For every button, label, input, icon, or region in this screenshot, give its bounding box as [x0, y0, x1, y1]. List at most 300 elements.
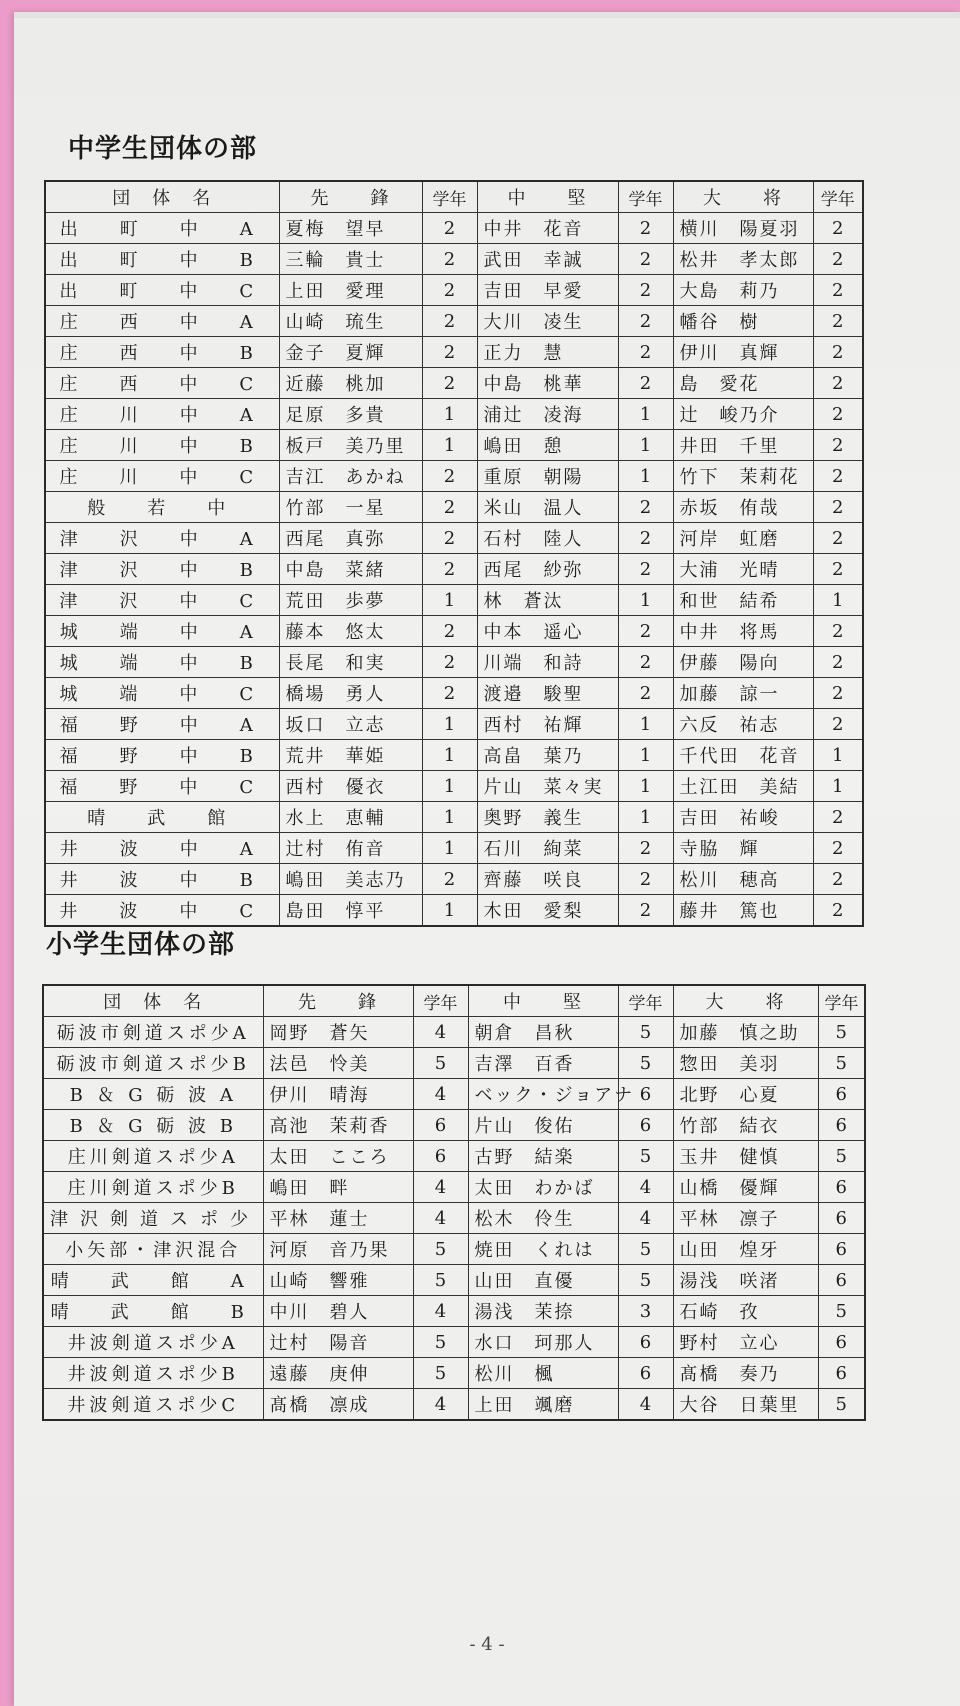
team-name-cell: B ＆ G 砺 波 B — [43, 1110, 263, 1141]
player-name-cell: 高畠 葉乃 — [477, 740, 618, 771]
grade-cell: 2 — [618, 895, 673, 927]
grade-cell: 6 — [818, 1203, 865, 1234]
grade-cell: 2 — [618, 554, 673, 585]
team-name-cell: 井 波 中 B — [45, 864, 279, 895]
grade-cell: 6 — [618, 1327, 673, 1358]
grade-cell: 1 — [618, 585, 673, 616]
grade-cell: 2 — [813, 523, 863, 554]
header-position: 先 鋒 — [263, 985, 413, 1017]
grade-cell: 1 — [813, 771, 863, 802]
player-name-cell: 中本 遥心 — [477, 616, 618, 647]
player-name-cell: 荒井 華姫 — [279, 740, 422, 771]
jhs-section-title: 中学生団体の部 — [68, 134, 258, 164]
player-name-cell: 片山 菜々実 — [477, 771, 618, 802]
grade-cell: 2 — [813, 275, 863, 306]
grade-cell: 5 — [618, 1141, 673, 1172]
grade-cell: 2 — [422, 368, 477, 399]
team-name-cell: 津沢剣道スポ少 — [43, 1203, 263, 1234]
player-name-cell: 湯浅 咲渚 — [673, 1265, 818, 1296]
grade-cell: 2 — [813, 430, 863, 461]
team-name-cell: 晴 武 館 — [45, 802, 279, 833]
player-name-cell: 坂口 立志 — [279, 709, 422, 740]
grade-cell: 2 — [813, 864, 863, 895]
grade-cell: 1 — [422, 709, 477, 740]
team-name-cell: 庄川剣道スポ少B — [43, 1172, 263, 1203]
player-name-cell: 浦辻 凌海 — [477, 399, 618, 430]
grade-cell: 6 — [818, 1265, 865, 1296]
grade-cell: 6 — [818, 1327, 865, 1358]
table-row — [45, 647, 863, 678]
team-name-cell: 井 波 中 C — [45, 895, 279, 927]
team-name-cell: 晴 武 館 A — [43, 1265, 263, 1296]
grade-cell: 2 — [422, 647, 477, 678]
player-name-cell: 中川 碧人 — [263, 1296, 413, 1327]
header-position: 大 将 — [673, 181, 813, 213]
player-name-cell: 辻村 侑音 — [279, 833, 422, 864]
grade-cell: 2 — [813, 399, 863, 430]
team-name-cell: 井 波 中 A — [45, 833, 279, 864]
player-name-cell: 六反 祐志 — [673, 709, 813, 740]
table-row — [45, 461, 863, 492]
grade-cell: 1 — [618, 771, 673, 802]
player-name-cell: 千代田 花音 — [673, 740, 813, 771]
player-name-cell: 水口 珂那人 — [468, 1327, 618, 1358]
player-name-cell: 上田 愛理 — [279, 275, 422, 306]
player-name-cell: 川端 和詩 — [477, 647, 618, 678]
grade-cell: 1 — [618, 709, 673, 740]
player-name-cell: 石村 陸人 — [477, 523, 618, 554]
header-team-name: 団 体 名 — [45, 181, 279, 213]
grade-cell: 6 — [818, 1110, 865, 1141]
grade-cell: 2 — [813, 678, 863, 709]
team-name-cell: 庄 川 中 B — [45, 430, 279, 461]
grade-cell: 2 — [618, 368, 673, 399]
page-number: - 4 - — [469, 1634, 505, 1655]
player-name-cell: 足原 多貴 — [279, 399, 422, 430]
player-name-cell: 夏梅 望早 — [279, 213, 422, 244]
header-grade: 学年 — [813, 181, 863, 213]
table-row — [45, 771, 863, 802]
grade-cell: 2 — [813, 554, 863, 585]
grade-cell: 1 — [422, 399, 477, 430]
player-name-cell: 藤本 悠太 — [279, 616, 422, 647]
team-name-cell: 庄 西 中 C — [45, 368, 279, 399]
team-name-cell: 庄川剣道スポ少A — [43, 1141, 263, 1172]
player-name-cell: 奥野 義生 — [477, 802, 618, 833]
table-row — [43, 1203, 865, 1234]
player-name-cell: 吉澤 百香 — [468, 1048, 618, 1079]
grade-cell: 2 — [422, 461, 477, 492]
table-row — [45, 740, 863, 771]
grade-cell: 2 — [813, 461, 863, 492]
team-name-cell: 城 端 中 C — [45, 678, 279, 709]
player-name-cell: 林 蒼汰 — [477, 585, 618, 616]
grade-cell: 4 — [413, 1079, 468, 1110]
player-name-cell: 惣田 美羽 — [673, 1048, 818, 1079]
team-name-cell: 出 町 中 B — [45, 244, 279, 275]
player-name-cell: 渡邉 駿聖 — [477, 678, 618, 709]
header-position: 先 鋒 — [279, 181, 422, 213]
table-row — [43, 1017, 865, 1048]
team-name-cell: 福 野 中 B — [45, 740, 279, 771]
team-name-cell: 出 町 中 C — [45, 275, 279, 306]
grade-cell: 2 — [813, 616, 863, 647]
table-row — [45, 523, 863, 554]
player-name-cell: 嶋田 美志乃 — [279, 864, 422, 895]
grade-cell: 2 — [813, 306, 863, 337]
table-row — [45, 244, 863, 275]
table-row — [43, 1358, 865, 1389]
player-name-cell: 河岸 虹磨 — [673, 523, 813, 554]
grade-cell: 4 — [413, 1389, 468, 1421]
player-name-cell: 大浦 光晴 — [673, 554, 813, 585]
player-name-cell: 三輪 貴士 — [279, 244, 422, 275]
grade-cell: 1 — [422, 585, 477, 616]
table-row — [43, 1327, 865, 1358]
grade-cell: 5 — [413, 1234, 468, 1265]
grade-cell: 2 — [422, 244, 477, 275]
grade-cell: 6 — [413, 1110, 468, 1141]
player-name-cell: 石崎 孜 — [673, 1296, 818, 1327]
table-row — [43, 1048, 865, 1079]
player-name-cell: 吉田 早愛 — [477, 275, 618, 306]
player-name-cell: 吉江 あかね — [279, 461, 422, 492]
grade-cell: 6 — [818, 1172, 865, 1203]
grade-cell: 2 — [813, 709, 863, 740]
player-name-cell: 松井 孝太郎 — [673, 244, 813, 275]
grade-cell: 2 — [422, 275, 477, 306]
player-name-cell: 荒田 歩夢 — [279, 585, 422, 616]
grade-cell: 1 — [618, 802, 673, 833]
grade-cell: 4 — [413, 1017, 468, 1048]
player-name-cell: 武田 幸誠 — [477, 244, 618, 275]
grade-cell: 6 — [618, 1358, 673, 1389]
table-row — [45, 554, 863, 585]
player-name-cell: 板戸 美乃里 — [279, 430, 422, 461]
grade-cell: 1 — [422, 430, 477, 461]
team-name-cell: 砺波市剣道スポ少A — [43, 1017, 263, 1048]
header-position: 中 堅 — [477, 181, 618, 213]
team-name-cell: 砺波市剣道スポ少B — [43, 1048, 263, 1079]
table-row — [45, 616, 863, 647]
player-name-cell: 近藤 桃加 — [279, 368, 422, 399]
table-row — [45, 492, 863, 523]
player-name-cell: 石川 絢菜 — [477, 833, 618, 864]
table-row — [45, 678, 863, 709]
table-row — [45, 368, 863, 399]
header-grade: 学年 — [618, 985, 673, 1017]
grade-cell: 5 — [413, 1048, 468, 1079]
player-name-cell: 平林 蓮士 — [263, 1203, 413, 1234]
player-name-cell: 山田 煌牙 — [673, 1234, 818, 1265]
player-name-cell: 齊藤 咲良 — [477, 864, 618, 895]
player-name-cell: 松川 穂高 — [673, 864, 813, 895]
player-name-cell: 井田 千里 — [673, 430, 813, 461]
table-header-row — [43, 985, 865, 1017]
grade-cell: 6 — [818, 1234, 865, 1265]
table-row — [45, 430, 863, 461]
grade-cell: 2 — [618, 275, 673, 306]
player-name-cell: 島 愛花 — [673, 368, 813, 399]
grade-cell: 2 — [422, 616, 477, 647]
player-name-cell: 土江田 美結 — [673, 771, 813, 802]
table-row — [45, 709, 863, 740]
grade-cell: 1 — [422, 895, 477, 927]
grade-cell: 2 — [422, 337, 477, 368]
player-name-cell: 西村 祐輝 — [477, 709, 618, 740]
player-name-cell: 嶋田 畔 — [263, 1172, 413, 1203]
team-name-cell: 福 野 中 C — [45, 771, 279, 802]
player-name-cell: 吉田 祐峻 — [673, 802, 813, 833]
player-name-cell: 西村 優衣 — [279, 771, 422, 802]
grade-cell: 1 — [422, 771, 477, 802]
player-name-cell: 髙橋 奏乃 — [673, 1358, 818, 1389]
document-page — [14, 12, 960, 1706]
header-grade: 学年 — [618, 181, 673, 213]
grade-cell: 2 — [618, 213, 673, 244]
player-name-cell: 金子 夏輝 — [279, 337, 422, 368]
grade-cell: 2 — [422, 306, 477, 337]
grade-cell: 1 — [813, 585, 863, 616]
grade-cell: 2 — [813, 492, 863, 523]
player-name-cell: 松木 伶生 — [468, 1203, 618, 1234]
table-row — [45, 895, 863, 927]
team-name-cell: 津 沢 中 A — [45, 523, 279, 554]
player-name-cell: 加藤 諒一 — [673, 678, 813, 709]
grade-cell: 2 — [813, 895, 863, 927]
team-name-cell: 出 町 中 A — [45, 213, 279, 244]
grade-cell: 6 — [818, 1358, 865, 1389]
grade-cell: 2 — [618, 833, 673, 864]
grade-cell: 5 — [818, 1389, 865, 1421]
player-name-cell: 松川 楓 — [468, 1358, 618, 1389]
player-name-cell: 法邑 怜美 — [263, 1048, 413, 1079]
team-name-cell: 津 沢 中 C — [45, 585, 279, 616]
grade-cell: 5 — [413, 1327, 468, 1358]
player-name-cell: 大島 莉乃 — [673, 275, 813, 306]
player-name-cell: 大谷 日葉里 — [673, 1389, 818, 1421]
player-name-cell: 和世 結希 — [673, 585, 813, 616]
grade-cell: 5 — [618, 1265, 673, 1296]
grade-cell: 2 — [422, 678, 477, 709]
grade-cell: 1 — [618, 430, 673, 461]
grade-cell: 1 — [618, 399, 673, 430]
grade-cell: 4 — [413, 1296, 468, 1327]
player-name-cell: 中島 菜緒 — [279, 554, 422, 585]
team-name-cell: 井波剣道スポ少C — [43, 1389, 263, 1421]
table-row — [43, 1172, 865, 1203]
player-name-cell: 上田 颯磨 — [468, 1389, 618, 1421]
player-name-cell: 竹下 茉莉花 — [673, 461, 813, 492]
grade-cell: 2 — [618, 306, 673, 337]
table-row — [43, 1079, 865, 1110]
grade-cell: 2 — [813, 337, 863, 368]
grade-cell: 2 — [618, 523, 673, 554]
player-name-cell: 伊川 晴海 — [263, 1079, 413, 1110]
player-name-cell: ベック・ジョアナ — [468, 1079, 618, 1110]
player-name-cell: 高池 茉莉香 — [263, 1110, 413, 1141]
team-name-cell: 城 端 中 A — [45, 616, 279, 647]
player-name-cell: 平林 凛子 — [673, 1203, 818, 1234]
player-name-cell: 西尾 紗弥 — [477, 554, 618, 585]
player-name-cell: 髙橋 凛成 — [263, 1389, 413, 1421]
grade-cell: 2 — [813, 368, 863, 399]
grade-cell: 2 — [813, 213, 863, 244]
grade-cell: 5 — [818, 1296, 865, 1327]
header-position: 大 将 — [673, 985, 818, 1017]
es-section-title: 小学生団体の部 — [46, 930, 236, 960]
grade-cell: 2 — [422, 523, 477, 554]
player-name-cell: 山田 直優 — [468, 1265, 618, 1296]
grade-cell: 6 — [818, 1079, 865, 1110]
table-row — [45, 833, 863, 864]
team-name-cell: 晴 武 館 B — [43, 1296, 263, 1327]
jhs-team-table — [44, 180, 864, 927]
grade-cell: 2 — [813, 802, 863, 833]
grade-cell: 6 — [618, 1079, 673, 1110]
es-team-table — [42, 984, 866, 1421]
header-team-name: 団 体 名 — [43, 985, 263, 1017]
player-name-cell: 幡谷 樹 — [673, 306, 813, 337]
grade-cell: 4 — [413, 1172, 468, 1203]
player-name-cell: 野村 立心 — [673, 1327, 818, 1358]
team-name-cell: 井波剣道スポ少A — [43, 1327, 263, 1358]
table-row — [43, 1265, 865, 1296]
team-name-cell: 庄 川 中 C — [45, 461, 279, 492]
player-name-cell: 山崎 琉生 — [279, 306, 422, 337]
player-name-cell: 焼田 くれは — [468, 1234, 618, 1265]
team-name-cell: 井波剣道スポ少B — [43, 1358, 263, 1389]
header-position: 中 堅 — [468, 985, 618, 1017]
player-name-cell: 赤坂 侑哉 — [673, 492, 813, 523]
table-row — [43, 1234, 865, 1265]
player-name-cell: 加藤 慎之助 — [673, 1017, 818, 1048]
player-name-cell: 大川 凌生 — [477, 306, 618, 337]
player-name-cell: 岡野 蒼矢 — [263, 1017, 413, 1048]
grade-cell: 2 — [813, 244, 863, 275]
player-name-cell: 辻村 陽音 — [263, 1327, 413, 1358]
grade-cell: 2 — [422, 492, 477, 523]
grade-cell: 2 — [422, 213, 477, 244]
grade-cell: 2 — [618, 864, 673, 895]
team-name-cell: 福 野 中 A — [45, 709, 279, 740]
player-name-cell: 片山 俊佑 — [468, 1110, 618, 1141]
player-name-cell: 寺脇 輝 — [673, 833, 813, 864]
team-name-cell: 般 若 中 — [45, 492, 279, 523]
player-name-cell: 湯浅 茉捺 — [468, 1296, 618, 1327]
player-name-cell: 古野 結楽 — [468, 1141, 618, 1172]
grade-cell: 1 — [422, 740, 477, 771]
grade-cell: 1 — [422, 833, 477, 864]
grade-cell: 2 — [813, 647, 863, 678]
grade-cell: 1 — [618, 740, 673, 771]
grade-cell: 2 — [813, 833, 863, 864]
table-row — [45, 213, 863, 244]
grade-cell: 5 — [618, 1234, 673, 1265]
grade-cell: 2 — [618, 647, 673, 678]
header-grade: 学年 — [413, 985, 468, 1017]
player-name-cell: 遠藤 庚伸 — [263, 1358, 413, 1389]
player-name-cell: 中井 将馬 — [673, 616, 813, 647]
player-name-cell: 竹部 結衣 — [673, 1110, 818, 1141]
team-name-cell: 庄 西 中 B — [45, 337, 279, 368]
player-name-cell: 横川 陽夏羽 — [673, 213, 813, 244]
player-name-cell: 重原 朝陽 — [477, 461, 618, 492]
player-name-cell: 朝倉 昌秋 — [468, 1017, 618, 1048]
table-header-row — [45, 181, 863, 213]
player-name-cell: 水上 恵輔 — [279, 802, 422, 833]
team-name-cell: 小矢部・津沢混合 — [43, 1234, 263, 1265]
team-name-cell: 庄 西 中 A — [45, 306, 279, 337]
grade-cell: 5 — [818, 1017, 865, 1048]
player-name-cell: 山橋 優輝 — [673, 1172, 818, 1203]
table-row — [43, 1296, 865, 1327]
team-name-cell: 津 沢 中 B — [45, 554, 279, 585]
grade-cell: 3 — [618, 1296, 673, 1327]
table-row — [43, 1141, 865, 1172]
table-row — [45, 864, 863, 895]
grade-cell: 5 — [818, 1048, 865, 1079]
player-name-cell: 西尾 真弥 — [279, 523, 422, 554]
team-name-cell: B ＆ G 砺 波 A — [43, 1079, 263, 1110]
player-name-cell: 藤井 篤也 — [673, 895, 813, 927]
player-name-cell: 山崎 響雅 — [263, 1265, 413, 1296]
player-name-cell: 長尾 和実 — [279, 647, 422, 678]
grade-cell: 4 — [618, 1203, 673, 1234]
table-row — [45, 585, 863, 616]
player-name-cell: 中島 桃華 — [477, 368, 618, 399]
player-name-cell: 木田 愛梨 — [477, 895, 618, 927]
table-row — [45, 306, 863, 337]
grade-cell: 2 — [618, 337, 673, 368]
team-name-cell: 城 端 中 B — [45, 647, 279, 678]
team-name-cell: 庄 川 中 A — [45, 399, 279, 430]
player-name-cell: 橋場 勇人 — [279, 678, 422, 709]
player-name-cell: 太田 こころ — [263, 1141, 413, 1172]
grade-cell: 2 — [618, 616, 673, 647]
grade-cell: 2 — [422, 864, 477, 895]
grade-cell: 2 — [422, 554, 477, 585]
player-name-cell: 中井 花音 — [477, 213, 618, 244]
player-name-cell: 太田 わかば — [468, 1172, 618, 1203]
player-name-cell: 北野 心夏 — [673, 1079, 818, 1110]
grade-cell: 6 — [413, 1141, 468, 1172]
table-row — [45, 802, 863, 833]
grade-cell: 1 — [813, 740, 863, 771]
player-name-cell: 河原 音乃果 — [263, 1234, 413, 1265]
player-name-cell: 辻 峻乃介 — [673, 399, 813, 430]
table-row — [43, 1110, 865, 1141]
player-name-cell: 伊川 真輝 — [673, 337, 813, 368]
grade-cell: 4 — [618, 1172, 673, 1203]
grade-cell: 4 — [618, 1389, 673, 1421]
player-name-cell: 伊藤 陽向 — [673, 647, 813, 678]
grade-cell: 2 — [618, 244, 673, 275]
grade-cell: 5 — [413, 1265, 468, 1296]
grade-cell: 5 — [413, 1358, 468, 1389]
player-name-cell: 竹部 一星 — [279, 492, 422, 523]
table-row — [43, 1389, 865, 1421]
table-row — [45, 337, 863, 368]
grade-cell: 1 — [618, 461, 673, 492]
grade-cell: 5 — [618, 1048, 673, 1079]
grade-cell: 4 — [413, 1203, 468, 1234]
grade-cell: 1 — [422, 802, 477, 833]
player-name-cell: 嶋田 憩 — [477, 430, 618, 461]
grade-cell: 2 — [618, 678, 673, 709]
player-name-cell: 正力 慧 — [477, 337, 618, 368]
player-name-cell: 米山 温人 — [477, 492, 618, 523]
